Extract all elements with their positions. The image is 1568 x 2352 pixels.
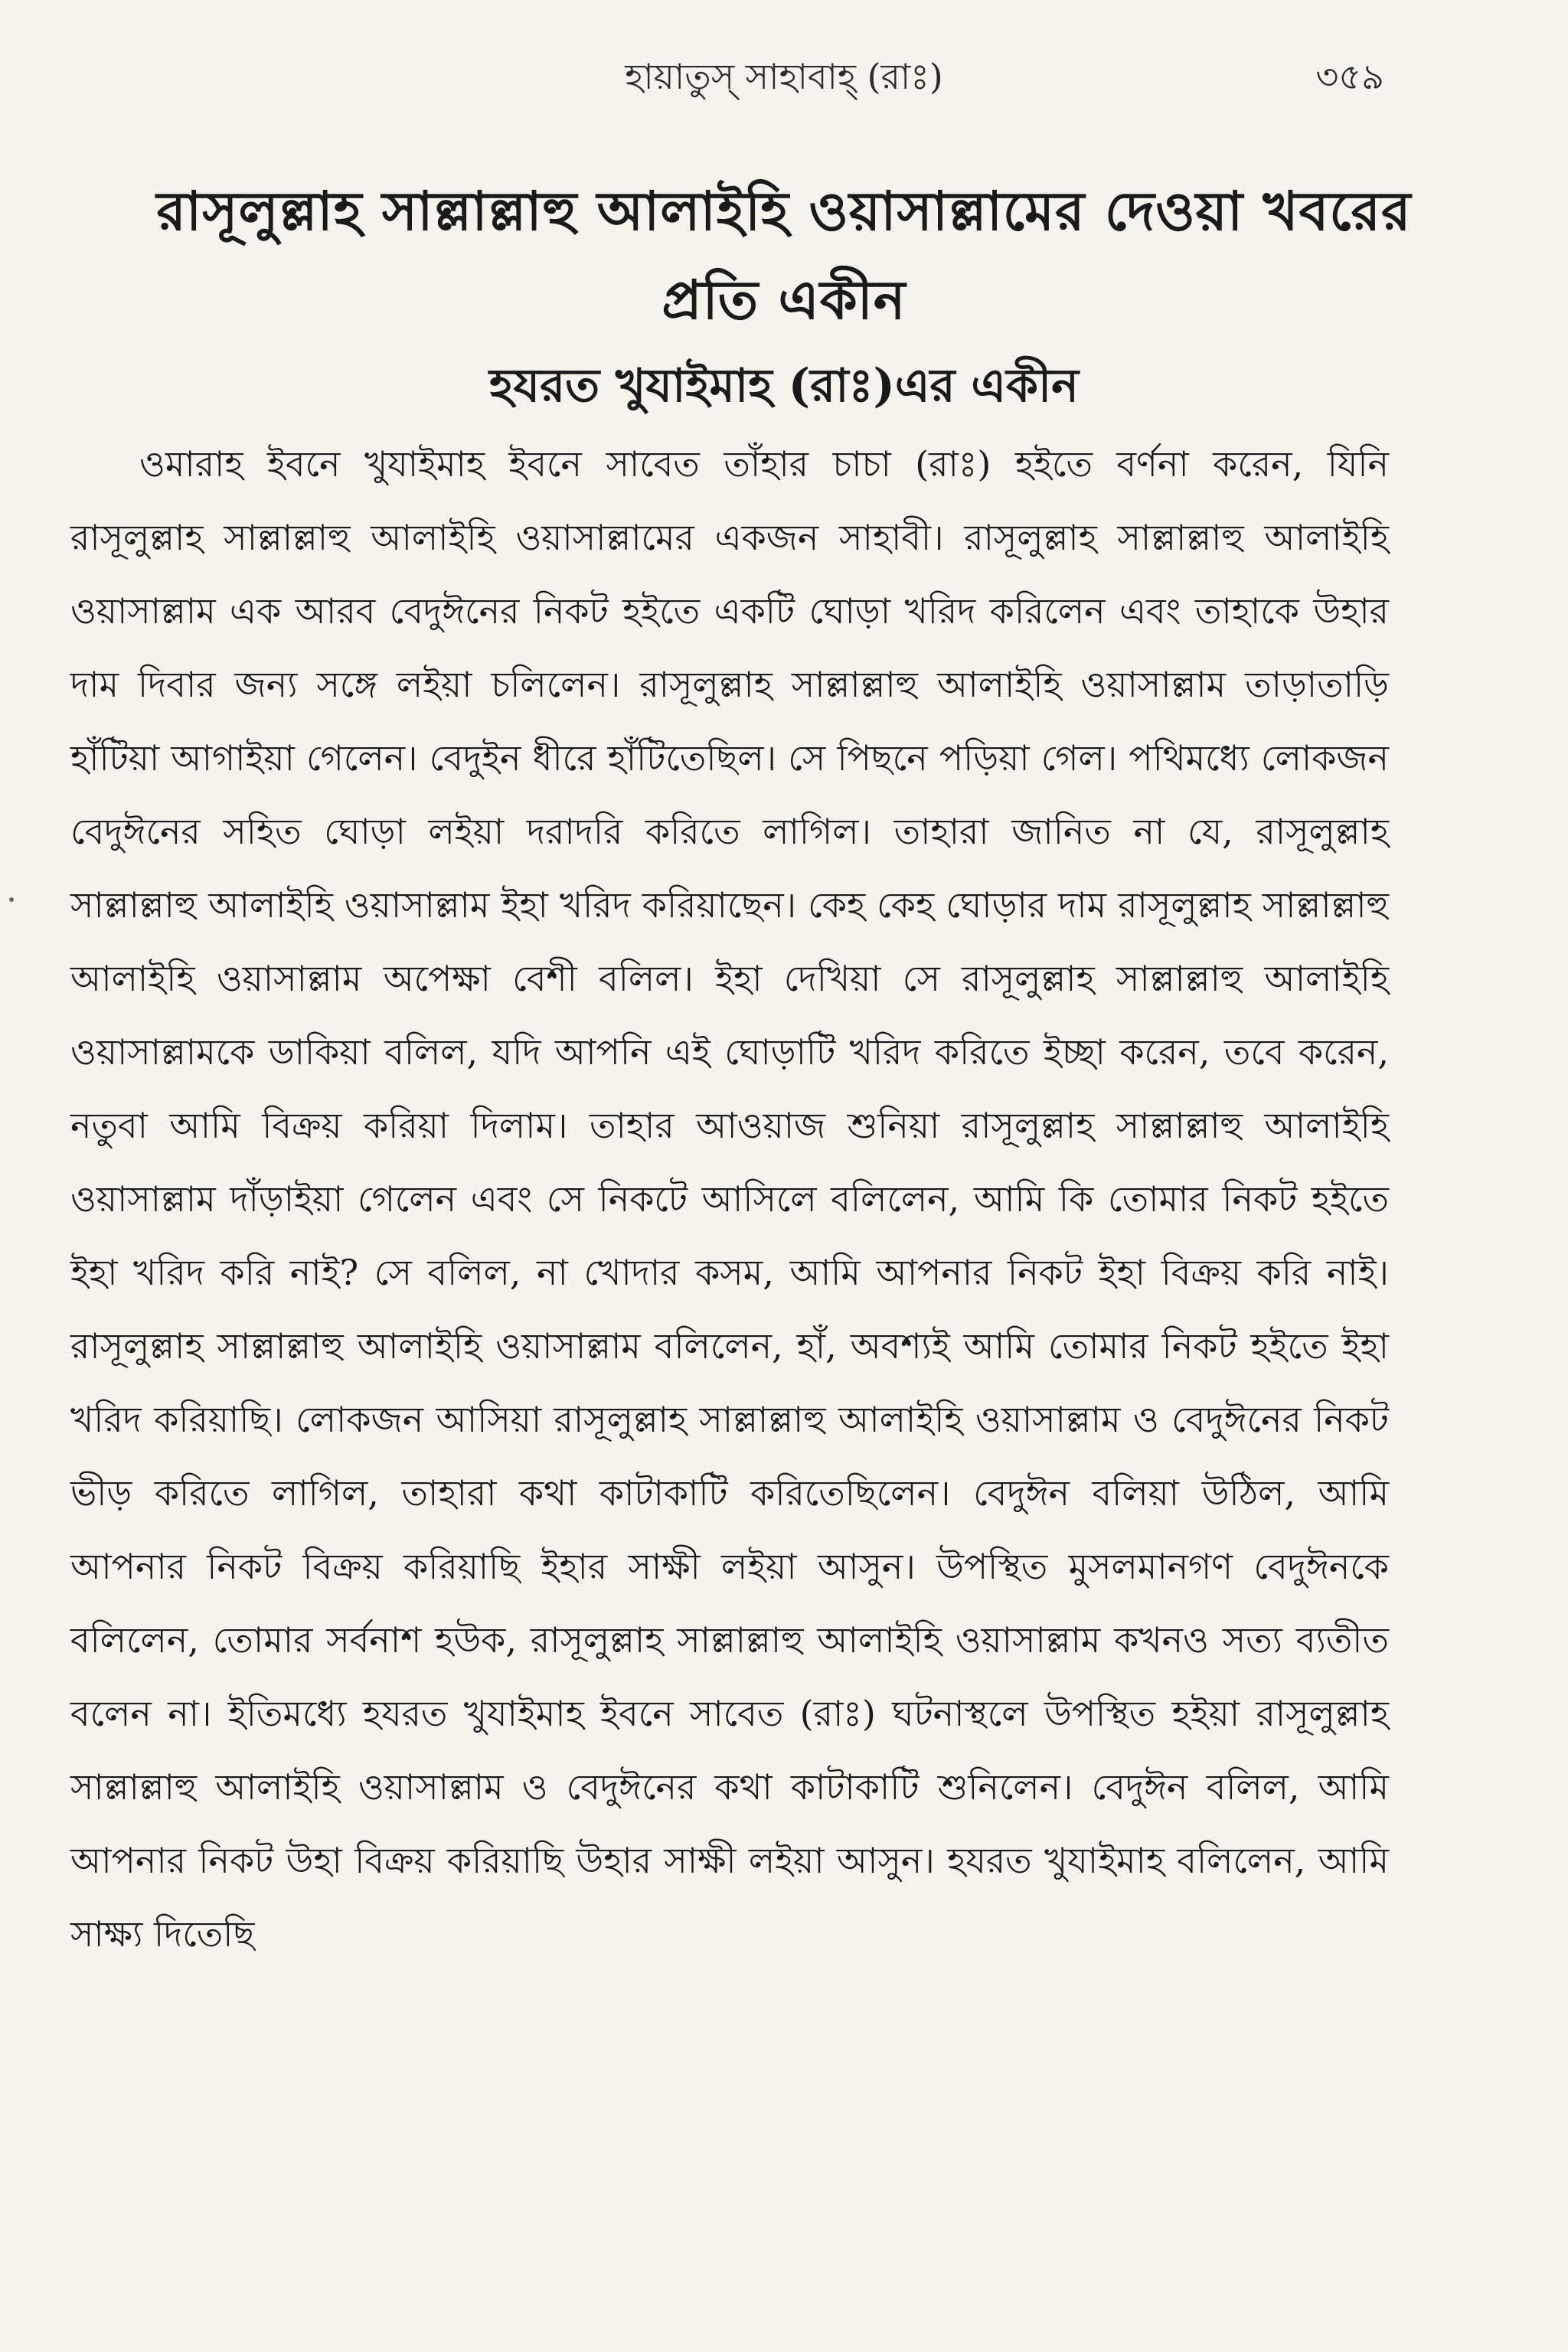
running-title: হায়াতুস্ সাহাবাহ্ (রাঃ) <box>625 56 943 97</box>
section-subtitle: হযরত খুযাইমাহ (রাঃ)এর একীন <box>488 359 1079 413</box>
running-header <box>0 44 1568 98</box>
page-number: ৩৫৯ <box>1315 56 1384 97</box>
section-title: রাসূলুল্লাহ সাল্লাল্লাহু আলাইহি ওয়াসাল্লামের দেওয়া খবরের প্রতি একীন <box>156 179 1412 332</box>
body-paragraph: ওমারাহ ইবনে খুযাইমাহ ইবনে সাবেত তাঁহার চাচা (রাঃ) হইতে বর্ণনা করেন, যিনি রাসূলুল্লাহ সাল্লাল্লাহু আলাইহি ওয়াসাল্লামের একজন সাহাবী। রাসূলুল্লাহ সাল্লাল্লাহু আলাইহি ওয়াসাল্লাম এক আরব বেদুঈনের নিকট হইতে একটি ঘোড়া খরিদ করিলেন এবং তাহাকে উহার দাম দিবার জন্য সঙ্গে লইয়া চলিলেন। রাসূলুল্লাহ সাল্লাল্লাহু আলাইহি ওয়াসাল্লাম তাড়াতাড়ি হাঁটিয়া আগাইয়া গেলেন। বেদুইন ধীরে হাঁটিতেছিল। সে পিছনে পড়িয়া গেল। পথিমধ্যে লোকজন বেদুঈনের সহিত ঘোড়া লইয়া দরাদরি করিতে লাগিল। তাহারা জানিত না যে, রাসূলুল্লাহ সাল্লাল্লাহু আলাইহি ওয়াসাল্লাম ইহা খরিদ করিয়াছেন। কেহ কেহ ঘোড়ার দাম রাসূলুল্লাহ সাল্লাল্লাহু আলাইহি ওয়াসাল্লাম অপেক্ষা বেশী বলিল। ইহা দেখিয়া সে রাসূলুল্লাহ সাল্লাল্লাহু আলাইহি ওয়াসাল্লামকে ডাকিয়া বলিল, যদি আপনি এই ঘোড়াটি খরিদ করিতে ইচ্ছা করেন, তবে করেন, নতুবা আমি বিক্রয় করিয়া দিলাম। তাহার আওয়াজ শুনিয়া রাসূলুল্লাহ সাল্লাল্লাহু আলাইহি ওয়াসাল্লাম দাঁড়াইয়া গেলেন এবং সে নিকটে আসিলে বলিলেন, আমি কি তোমার নিকট হইতে ইহা খরিদ করি নাই? সে বলিল, না খোদার কসম, আমি আপনার নিকট ইহা বিক্রয় করি নাই। রাসূলুল্লাহ সাল্লাল্লাহু আলাইহি ওয়াসাল্লাম বলিলেন, হাঁ, অবশ্যই আমি তোমার নিকট হইতে ইহা খরিদ করিয়াছি। লোকজন আসিয়া রাসূলুল্লাহ সাল্লাল্লাহু আলাইহি ওয়াসাল্লাম ও বেদুঈনের নিকট ভীড় করিতে লাগিল, তাহারা কথা কাটাকাটি করিতেছিলেন। বেদুঈন বলিয়া উঠিল, আমি আপনার নিকট বিক্রয় করিয়াছি ইহার সাক্ষী লইয়া আসুন। উপস্থিত মুসলমানগণ বেদুঈনকে বলিলেন, তোমার সর্বনাশ হউক, রাসূলুল্লাহ সাল্লাল্লাহু আলাইহি ওয়াসাল্লাম কখনও সত্য ব্যতীত বলেন না। ইতিমধ্যে হযরত খুযাইমাহ ইবনে সাবেত (রাঃ) ঘটনাস্থলে উপস্থিত হইয়া রাসূলুল্লাহ সাল্লাল্লাহু আলাইহি ওয়াসাল্লাম ও বেদুঈনের কথা কাটাকাটি শুনিলেন। বেদুঈন বলিল, আমি আপনার নিকট উহা বিক্রয় করিয়াছি উহার সাক্ষী লইয়া আসুন। হযরত খুযাইমাহ বলিলেন, আমি সাক্ষ্য দিতেছি <box>70 443 1389 1955</box>
print-speck <box>9 897 14 902</box>
heading-block <box>100 167 1468 424</box>
